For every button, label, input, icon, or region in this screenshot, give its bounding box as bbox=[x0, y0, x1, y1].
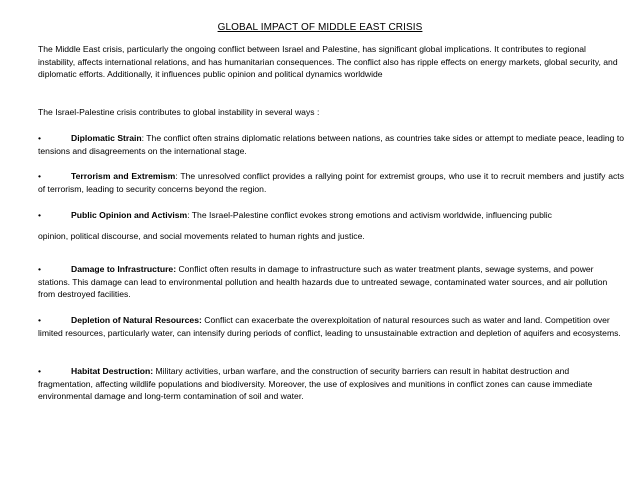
bullet-public-opinion-continuation: opinion, political discourse, and social movements related to human rights and justice. bbox=[38, 231, 365, 241]
bullet-icon: • bbox=[38, 264, 42, 274]
bullet-heading: Depletion of Natural Resources: bbox=[71, 315, 202, 325]
bullet-depletion-resources bbox=[38, 314, 624, 339]
bullet-icon: • bbox=[38, 366, 42, 376]
bullet-habitat-destruction bbox=[38, 365, 624, 403]
bullet-icon: • bbox=[38, 133, 42, 143]
bullet-diplomatic-strain bbox=[38, 132, 624, 157]
bullet-icon: • bbox=[38, 210, 42, 220]
lead-in-paragraph: The Israel-Palestine crisis contributes to global instability in several ways : bbox=[38, 107, 320, 117]
bullet-icon: • bbox=[38, 315, 42, 325]
page-title: GLOBAL IMPACT OF MIDDLE EAST CRISIS bbox=[217, 22, 423, 33]
bullet-heading: Habitat Destruction: bbox=[71, 366, 154, 376]
bullet-text: Conflict can exacerbate the overexploitation of natural resources such as water and land. Competition over limited resources, particularly water, can intensify during periods of conflict, leading to unsustainable extraction and depletion of aquifers and ecosystems. bbox=[38, 315, 621, 338]
bullet-text: : The unresolved conflict provides a rallying point for extremist groups, who use it to recruit members and justify acts of terrorism, leading to security concerns beyond the region. bbox=[38, 171, 624, 194]
intro-paragraph: The Middle East crisis, particularly the ongoing conflict between Israel and Palestine, has significant global implications. It contributes to regional instability, affects international relations, and has humanitarian consequences. The conflict also has ripple effects on energy markets, global security, and diplomatic efforts. Additionally, it influences public opinion and political dynamics worldwide bbox=[38, 44, 618, 80]
bullet-text: : The Israel-Palestine conflict evokes strong emotions and activism worldwide, influencing public bbox=[187, 210, 552, 220]
bullet-public-opinion bbox=[38, 209, 624, 222]
bullet-heading: Damage to Infrastructure: bbox=[71, 264, 177, 274]
bullet-heading: Terrorism and Extremism bbox=[71, 171, 176, 181]
bullet-icon: • bbox=[38, 171, 42, 181]
bullet-text: Conflict often results in damage to infrastructure such as water treatment plants, sewage systems, and power stations. This damage can lead to environmental pollution and health hazards due to untreated sewage, contaminated water sources, and air pollution from destroyed facilities. bbox=[38, 264, 608, 300]
bullet-damage-infrastructure bbox=[38, 263, 624, 301]
bullet-text: Military activities, urban warfare, and the construction of security barriers can result in habitat destruction and fragmentation, affecting wildlife populations and biodiversity. Moreover, the use of explosives and munitions in conflict zones can cause immediate environmental damage and long-term contamination of soil and water. bbox=[38, 366, 593, 402]
bullet-heading: Public Opinion and Activism bbox=[71, 210, 188, 220]
bullet-heading: Diplomatic Strain bbox=[71, 133, 142, 143]
bullet-text: : The conflict often strains diplomatic relations between nations, as countries take sides or attempt to mediate peace, leading to tensions and disagreements on the international stage. bbox=[38, 133, 624, 156]
bullet-terrorism-extremism bbox=[38, 170, 624, 195]
